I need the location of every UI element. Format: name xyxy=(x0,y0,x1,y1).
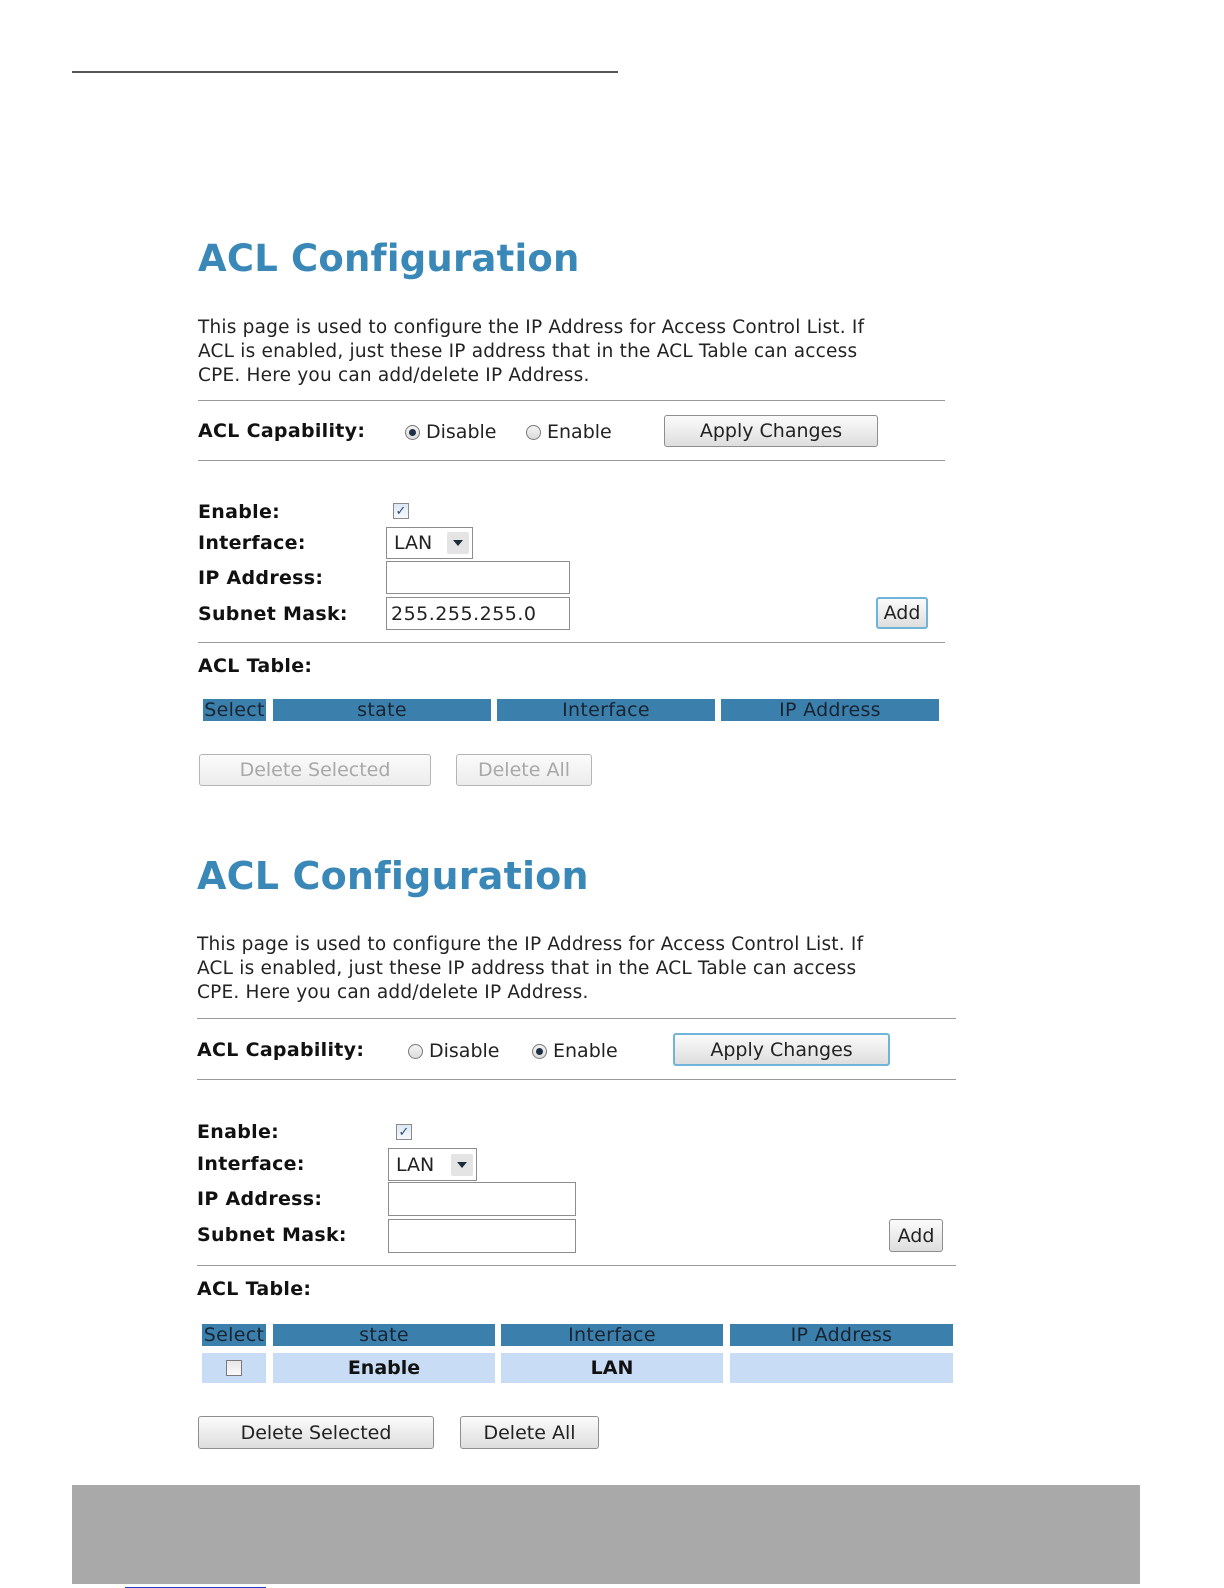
apply-changes-button[interactable]: Apply Changes xyxy=(664,415,878,447)
ip-address-label: IP Address: xyxy=(197,1188,323,1210)
row-state-cell: Enable xyxy=(273,1353,495,1383)
page-title: ACL Configuration xyxy=(197,854,589,898)
divider xyxy=(197,1079,956,1080)
row-select-cell xyxy=(202,1353,266,1383)
radio-disable[interactable]: Disable xyxy=(408,1040,499,1062)
col-header-interface: Interface xyxy=(497,699,715,721)
col-header-select: Select xyxy=(204,699,265,721)
acl-config-panel-enabled xyxy=(197,855,956,1465)
chevron-down-icon[interactable] xyxy=(447,532,469,554)
delete-all-button[interactable]: Delete All xyxy=(456,754,592,786)
subnet-mask-input[interactable]: 255.255.255.0 xyxy=(386,597,570,630)
radio-enable-dot[interactable] xyxy=(526,425,541,440)
page-title: ACL Configuration xyxy=(198,237,580,280)
apply-changes-button[interactable]: Apply Changes xyxy=(673,1033,890,1066)
row-select-checkbox[interactable] xyxy=(226,1360,242,1376)
enable-label: Enable: xyxy=(198,501,281,523)
acl-table-label: ACL Table: xyxy=(197,1278,312,1300)
ip-address-input[interactable] xyxy=(388,1182,576,1216)
radio-disable-dot[interactable] xyxy=(405,425,420,440)
add-button[interactable]: Add xyxy=(876,597,928,629)
page-description: This page is used to configure the IP Address for Access Control List. If ACL is enabled, just these IP address that in the ACL Table can access CPE. Here you can add/delete IP Address. xyxy=(198,317,865,386)
top-divider xyxy=(72,71,618,73)
acl-table-label: ACL Table: xyxy=(198,655,313,677)
subnet-mask-input[interactable] xyxy=(388,1219,576,1253)
row-interface-cell: LAN xyxy=(501,1353,723,1383)
divider xyxy=(198,460,945,461)
interface-label: Interface: xyxy=(198,532,306,554)
divider xyxy=(197,1265,956,1266)
interface-label: Interface: xyxy=(197,1153,305,1175)
subnet-mask-label: Subnet Mask: xyxy=(198,603,348,625)
divider xyxy=(197,1018,956,1019)
enable-checkbox[interactable]: ✓ xyxy=(396,1124,412,1140)
add-button[interactable]: Add xyxy=(889,1219,943,1252)
page-description: This page is used to configure the IP Address for Access Control List. If ACL is enabled, just these IP address that in the ACL Table can access CPE. Here you can add/delete IP Address. xyxy=(197,934,864,1003)
col-header-ip-address: IP Address xyxy=(721,699,939,721)
ip-address-input[interactable] xyxy=(386,561,570,594)
row-ip-address-cell xyxy=(730,1353,953,1383)
radio-enable[interactable]: Enable xyxy=(532,1040,618,1062)
interface-select[interactable]: LAN xyxy=(386,527,473,559)
acl-capability-label: ACL Capability: xyxy=(198,420,366,442)
ip-address-label: IP Address: xyxy=(198,567,324,589)
col-header-interface: Interface xyxy=(501,1324,723,1346)
acl-capability-label: ACL Capability: xyxy=(197,1039,365,1061)
radio-enable[interactable]: Enable xyxy=(526,421,612,443)
radio-enable-dot[interactable] xyxy=(532,1044,547,1059)
footer-bar xyxy=(72,1485,1140,1584)
divider xyxy=(198,400,945,401)
subnet-mask-label: Subnet Mask: xyxy=(197,1224,347,1246)
enable-label: Enable: xyxy=(197,1121,280,1143)
col-header-state: state xyxy=(273,1324,495,1346)
delete-selected-button[interactable]: Delete Selected xyxy=(199,754,431,786)
col-header-select: Select xyxy=(203,1324,265,1346)
divider xyxy=(198,642,945,643)
radio-disable[interactable]: Disable xyxy=(405,421,496,443)
acl-config-panel-disabled xyxy=(198,238,945,798)
interface-select[interactable]: LAN xyxy=(388,1148,477,1181)
delete-selected-button[interactable]: Delete Selected xyxy=(198,1416,434,1449)
radio-disable-dot[interactable] xyxy=(408,1044,423,1059)
chevron-down-icon[interactable] xyxy=(451,1154,473,1176)
enable-checkbox[interactable]: ✓ xyxy=(393,503,409,519)
col-header-state: state xyxy=(273,699,491,721)
col-header-ip-address: IP Address xyxy=(730,1324,953,1346)
delete-all-button[interactable]: Delete All xyxy=(460,1416,599,1449)
